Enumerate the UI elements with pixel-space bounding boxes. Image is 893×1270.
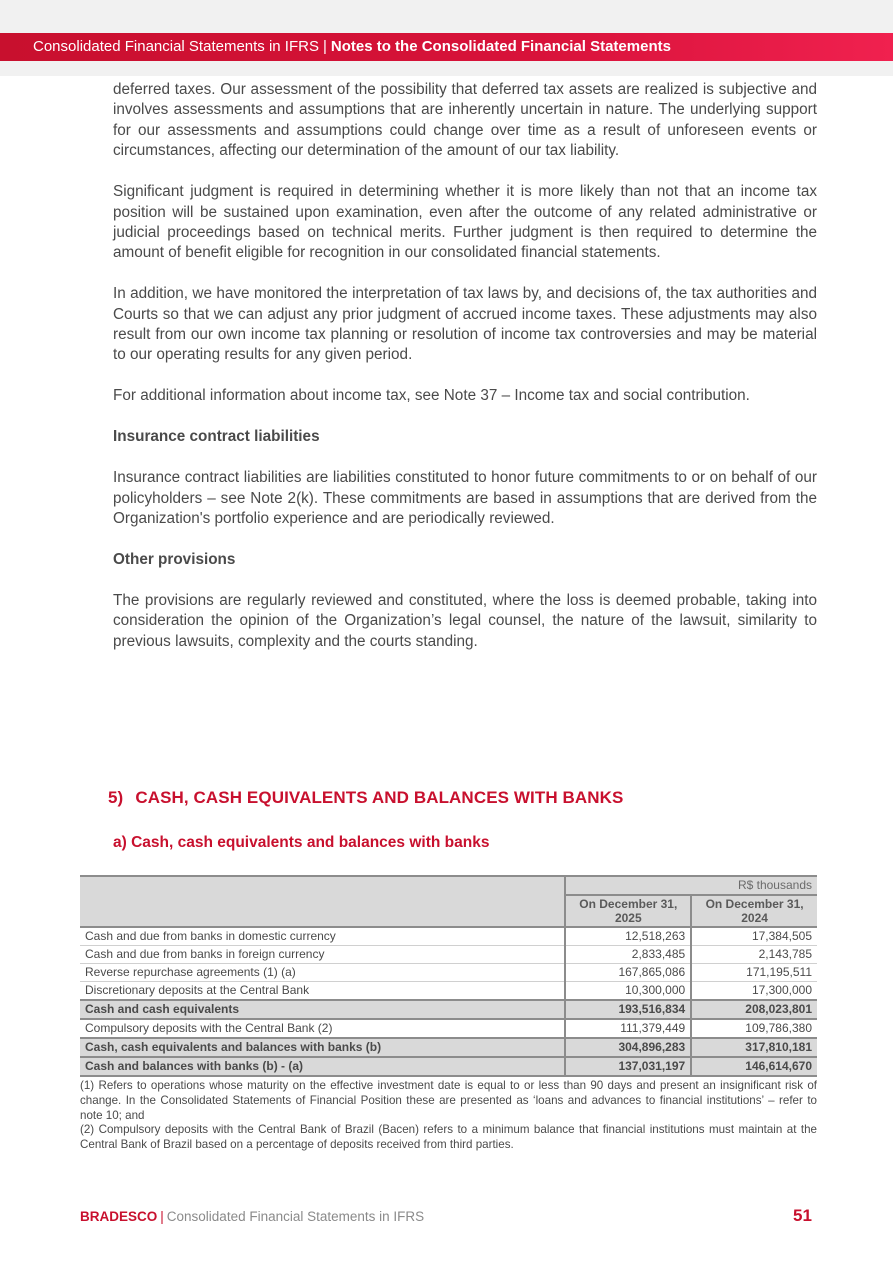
value-2025: 12,518,263 [565, 927, 691, 946]
value-2025: 193,516,834 [565, 1000, 691, 1019]
table-header-blank [80, 876, 565, 927]
body-text [113, 80, 817, 673]
table-row [80, 982, 817, 1001]
section-title-text: CASH, CASH EQUIVALENTS AND BALANCES WITH BANKS [135, 788, 624, 807]
table-row [80, 927, 817, 946]
value-2024: 171,195,511 [691, 964, 817, 982]
brand-name: BRADESCO [80, 1209, 158, 1224]
row-label: Compulsory deposits with the Central Bank (2) [85, 1021, 333, 1035]
value-2024: 317,810,181 [691, 1038, 817, 1057]
header-separator: | [322, 38, 327, 55]
footer-separator: | [160, 1209, 164, 1224]
header-bar [0, 33, 893, 61]
paragraph: For additional information about income tax, see Note 37 – Income tax and social contribution. [113, 387, 750, 405]
value-2025: 111,379,449 [565, 1019, 691, 1038]
paragraph: deferred taxes. Our assessment of the possibility that deferred tax assets are realized is subjective and involves assessments and assumptions that are inherently uncertain in nature. The underlying support for our assessments and assumptions could change over time as a result of unforeseen events or circumstances, affecting our determination of the amount of our tax liability. [113, 81, 817, 160]
column-header-2025: On December 31, 2025 [565, 895, 691, 927]
paragraph: In addition, we have monitored the interpretation of tax laws by, and decisions of, the tax authorities and Courts so that we can adjust any prior judgment of accrued income taxes. These adjustments may also result from our own income tax planning or resolution of income tax controversies and may be material to our operating results for any given period. [113, 285, 817, 364]
section-title [108, 788, 624, 808]
value-2024: 2,143,785 [691, 946, 817, 964]
page-footer [80, 1209, 424, 1224]
value-2025: 167,865,086 [565, 964, 691, 982]
units-label: R$ thousands [565, 876, 817, 895]
value-2024: 208,023,801 [691, 1000, 817, 1019]
value-2024: 109,786,380 [691, 1019, 817, 1038]
paragraph: Significant judgment is required in determining whether it is more likely than not that an income tax position will be sustained upon examination, even after the outcome of any related administrative or judicial proceedings based on technical merits. Further judgment is then required to determine the amount of benefit eligible for recognition in our consolidated financial statements. [113, 183, 817, 262]
value-2025: 137,031,197 [565, 1057, 691, 1076]
table-total-row [80, 1038, 817, 1057]
table-total-row [80, 1000, 817, 1019]
value-2024: 146,614,670 [691, 1057, 817, 1076]
value-2025: 10,300,000 [565, 982, 691, 1001]
value-2025: 304,896,283 [565, 1038, 691, 1057]
row-label: Cash and due from banks in domestic currency [80, 927, 565, 946]
row-label: Cash and balances with banks (b) - (a) [80, 1057, 565, 1076]
row-label: Cash and due from banks in foreign currency [80, 946, 565, 964]
paragraph: Insurance contract liabilities are liabilities constituted to honor future commitments to or on behalf of our policyholders – see Note 2(k). These commitments are based in assumptions that are derived from the Organization's portfolio experience and are periodically reviewed. [113, 469, 817, 527]
page-number: 51 [793, 1206, 812, 1225]
value-2025: 2,833,485 [565, 946, 691, 964]
value-2024: 17,384,505 [691, 927, 817, 946]
heading-other-provisions: Other provisions [113, 550, 236, 568]
value-2024: 17,300,000 [691, 982, 817, 1001]
table-row [80, 946, 817, 964]
footer-doc-title: Consolidated Financial Statements in IFRS [166, 1209, 425, 1224]
subsection-title: a) Cash, cash equivalents and balances with banks [113, 834, 490, 851]
table-row [80, 1019, 817, 1038]
row-label: Reverse repurchase agreements (1) (a) [80, 964, 565, 982]
row-label: Cash and cash equivalents [80, 1000, 565, 1019]
heading-insurance: Insurance contract liabilities [113, 428, 320, 446]
column-header-2024: On December 31, 2024 [691, 895, 817, 927]
header-doc-title: Consolidated Financial Statements in IFRS [33, 38, 319, 55]
row-label: Cash, cash equivalents and balances with banks (b) [80, 1038, 565, 1057]
section-number: 5) [108, 788, 124, 807]
header-section-title: Notes to the Consolidated Financial Statements [330, 38, 671, 55]
footnote: (1) Refers to operations whose maturity on the effective investment date is equal to or less than 90 days and present an insignificant risk of change. In the Consolidated Statements of Financial Position these are presented as ‘loans and advances to financial institutions’ – refer to note 10; and [80, 1079, 817, 1122]
table-header-units-row [80, 876, 817, 895]
cash-table [80, 875, 817, 1077]
row-label: Discretionary deposits at the Central Bank [85, 983, 310, 997]
table-row [80, 964, 817, 982]
footnotes [80, 1079, 817, 1153]
table-total-row [80, 1057, 817, 1076]
footnote: (2) Compulsory deposits with the Central Bank of Brazil (Bacen) refers to a minimum balance that financial institutions must maintain at the Central Bank of Brazil based on a percentage of deposits received from third parties. [80, 1123, 817, 1152]
paragraph: The provisions are regularly reviewed and constituted, where the loss is deemed probable, taking into consideration the opinion of the Organization’s legal counsel, the nature of the lawsuit, similarity to previous lawsuits, complexity and the courts standing. [113, 591, 817, 650]
